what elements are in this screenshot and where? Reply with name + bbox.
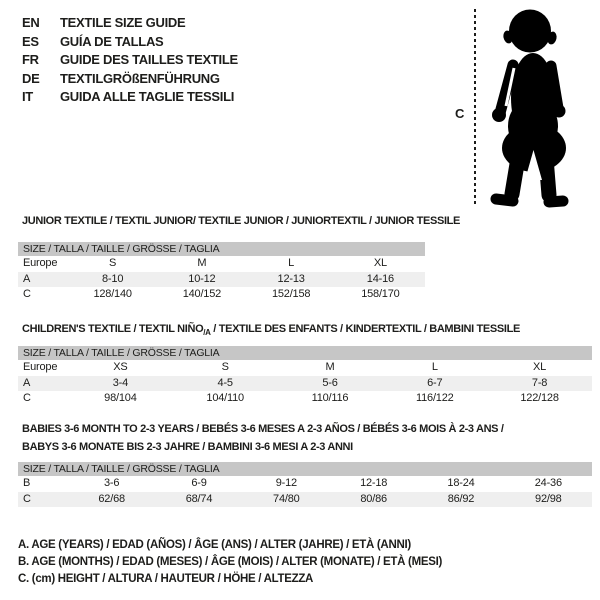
size-cell: XS: [113, 361, 128, 373]
size-cell: 74/80: [273, 492, 300, 505]
size-table-row: [18, 476, 592, 492]
children-section-heading: [22, 320, 520, 342]
size-cell: 5-6: [322, 376, 338, 389]
footnote-age-years: A. AGE (YEARS) / EDAD (AÑOS) / ÂGE (ANS) / ALTER (JAHRE) / ETÀ (ANNI): [18, 539, 411, 551]
size-cell: 68/74: [185, 492, 213, 505]
size-table-row: [18, 360, 592, 376]
size-cell: L: [431, 361, 438, 373]
row-label: C: [23, 392, 31, 404]
size-cell: 86/92: [447, 492, 475, 505]
language-row: [22, 33, 238, 52]
size-cell: 12-13: [277, 272, 305, 285]
size-cell: 9-12: [275, 477, 297, 489]
language-title: TEXTILGRÖßENFÜHRUNG: [60, 70, 220, 86]
size-cell: 6-9: [191, 477, 207, 489]
size-cell: 116/122: [416, 392, 454, 404]
size-cell: 98/104: [104, 392, 137, 404]
row-label: B: [23, 477, 31, 489]
language-title: TEXTILE SIZE GUIDE: [60, 15, 186, 30]
size-cell: 24-36: [534, 477, 562, 489]
babies-section-heading: [22, 420, 504, 456]
size-cell: 3-4: [112, 376, 129, 389]
footnote-age-months: B. AGE (MONTHS) / EDAD (MESES) / ÂGE (MOIS) / ALTER (MONATE) / ETÀ (MESI): [18, 556, 443, 568]
babies-size-table-body: [18, 476, 592, 507]
size-cell: 14-16: [366, 272, 394, 285]
size-cell: 128/140: [93, 288, 132, 300]
children-heading-post: / TEXTILE DES ENFANTS / KINDERTEXTIL / BAMBINI TESSILE: [210, 323, 520, 335]
size-cell: 104/110: [206, 392, 244, 404]
size-cell: 92/98: [535, 492, 562, 505]
size-table-row: [18, 287, 425, 303]
size-cell: 110/116: [311, 392, 349, 404]
size-table-row: [18, 376, 592, 392]
size-bar: SIZE / TALLA / TAILLE / GRÖSSE / TAGLIA: [18, 346, 592, 360]
size-cell: 10-12: [188, 272, 216, 285]
language-code: DE: [22, 70, 40, 86]
language-code: ES: [22, 33, 39, 49]
size-bar: SIZE / TALLA / TAILLE / GRÖSSE / TAGLIA: [18, 242, 425, 256]
babies-heading-line1: BABIES 3-6 MONTH TO 2-3 YEARS / BEBÉS 3-6 MESES A 2-3 AÑOS / BÉBÉS 3-6 MOIS À 2-3 ANS /: [22, 423, 504, 435]
size-table-row: [18, 272, 425, 288]
height-measure-dashed-line: [474, 9, 476, 207]
size-cell: 8-10: [102, 272, 124, 285]
language-code: EN: [22, 15, 40, 30]
footnotes: [18, 537, 442, 588]
size-cell: 12-18: [360, 477, 388, 489]
children-size-table-body: [18, 360, 592, 407]
size-cell: 4-5: [217, 376, 233, 389]
language-code: FR: [22, 52, 39, 67]
size-cell: 6-7: [427, 376, 443, 389]
language-row: [22, 14, 238, 33]
language-header: [22, 14, 238, 107]
size-cell: 62/68: [98, 492, 125, 505]
language-code: IT: [22, 89, 33, 104]
baby-silhouette-icon: [485, 8, 575, 208]
language-title: GUIDE DES TAILLES TEXTILE: [60, 52, 238, 67]
row-label: Europe: [23, 257, 58, 269]
language-row: [22, 88, 238, 107]
babies-heading-line2: BABYS 3-6 MONATE BIS 2-3 JAHRE / BAMBINI 3-6 MESI A 2-3 ANNI: [22, 441, 353, 453]
size-table-row: [18, 256, 425, 272]
junior-section-heading: JUNIOR TEXTILE / TEXTIL JUNIOR/ TEXTILE JUNIOR / JUNIORTEXTIL / JUNIOR TESSILE: [22, 215, 461, 227]
size-cell: 140/152: [182, 288, 222, 300]
height-measure-label: C: [455, 106, 465, 121]
size-cell: 3-6: [104, 477, 120, 489]
row-label: C: [23, 288, 31, 300]
size-table-row: [18, 492, 592, 508]
size-cell: S: [109, 257, 117, 269]
size-cell: 152/158: [271, 288, 311, 300]
size-cell: 18-24: [447, 477, 475, 489]
footnote-height: C. (cm) HEIGHT / ALTURA / HAUTEUR / HÖHE / ALTEZZA: [18, 573, 314, 585]
size-cell: XL: [533, 361, 547, 373]
size-table-row: [18, 391, 592, 407]
row-label: A: [23, 376, 31, 389]
junior-size-table-body: [18, 256, 425, 303]
junior-size-table: [18, 242, 425, 303]
size-cell: L: [288, 257, 295, 269]
row-label: C: [23, 492, 31, 505]
babies-size-table: [18, 462, 592, 507]
children-size-table: [18, 346, 592, 407]
language-title: GUÍA DE TALLAS: [60, 33, 164, 49]
language-row: [22, 70, 238, 89]
children-heading-pre: CHILDREN'S TEXTILE / TEXTIL NIÑO: [22, 323, 204, 335]
size-cell: 158/170: [361, 288, 400, 300]
row-label: A: [23, 272, 31, 285]
size-cell: XL: [373, 257, 387, 269]
children-heading-sub: /A: [203, 328, 211, 338]
language-title: GUIDA ALLE TAGLIE TESSILI: [60, 89, 235, 104]
size-cell: 122/128: [520, 392, 559, 404]
row-label: Europe: [23, 361, 58, 373]
size-cell: 7-8: [531, 376, 548, 389]
size-cell: M: [197, 257, 207, 269]
size-bar: SIZE / TALLA / TAILLE / GRÖSSE / TAGLIA: [18, 462, 592, 476]
size-cell: S: [221, 361, 229, 373]
size-cell: M: [325, 361, 335, 373]
size-cell: 80/86: [360, 492, 387, 505]
language-row: [22, 51, 238, 70]
